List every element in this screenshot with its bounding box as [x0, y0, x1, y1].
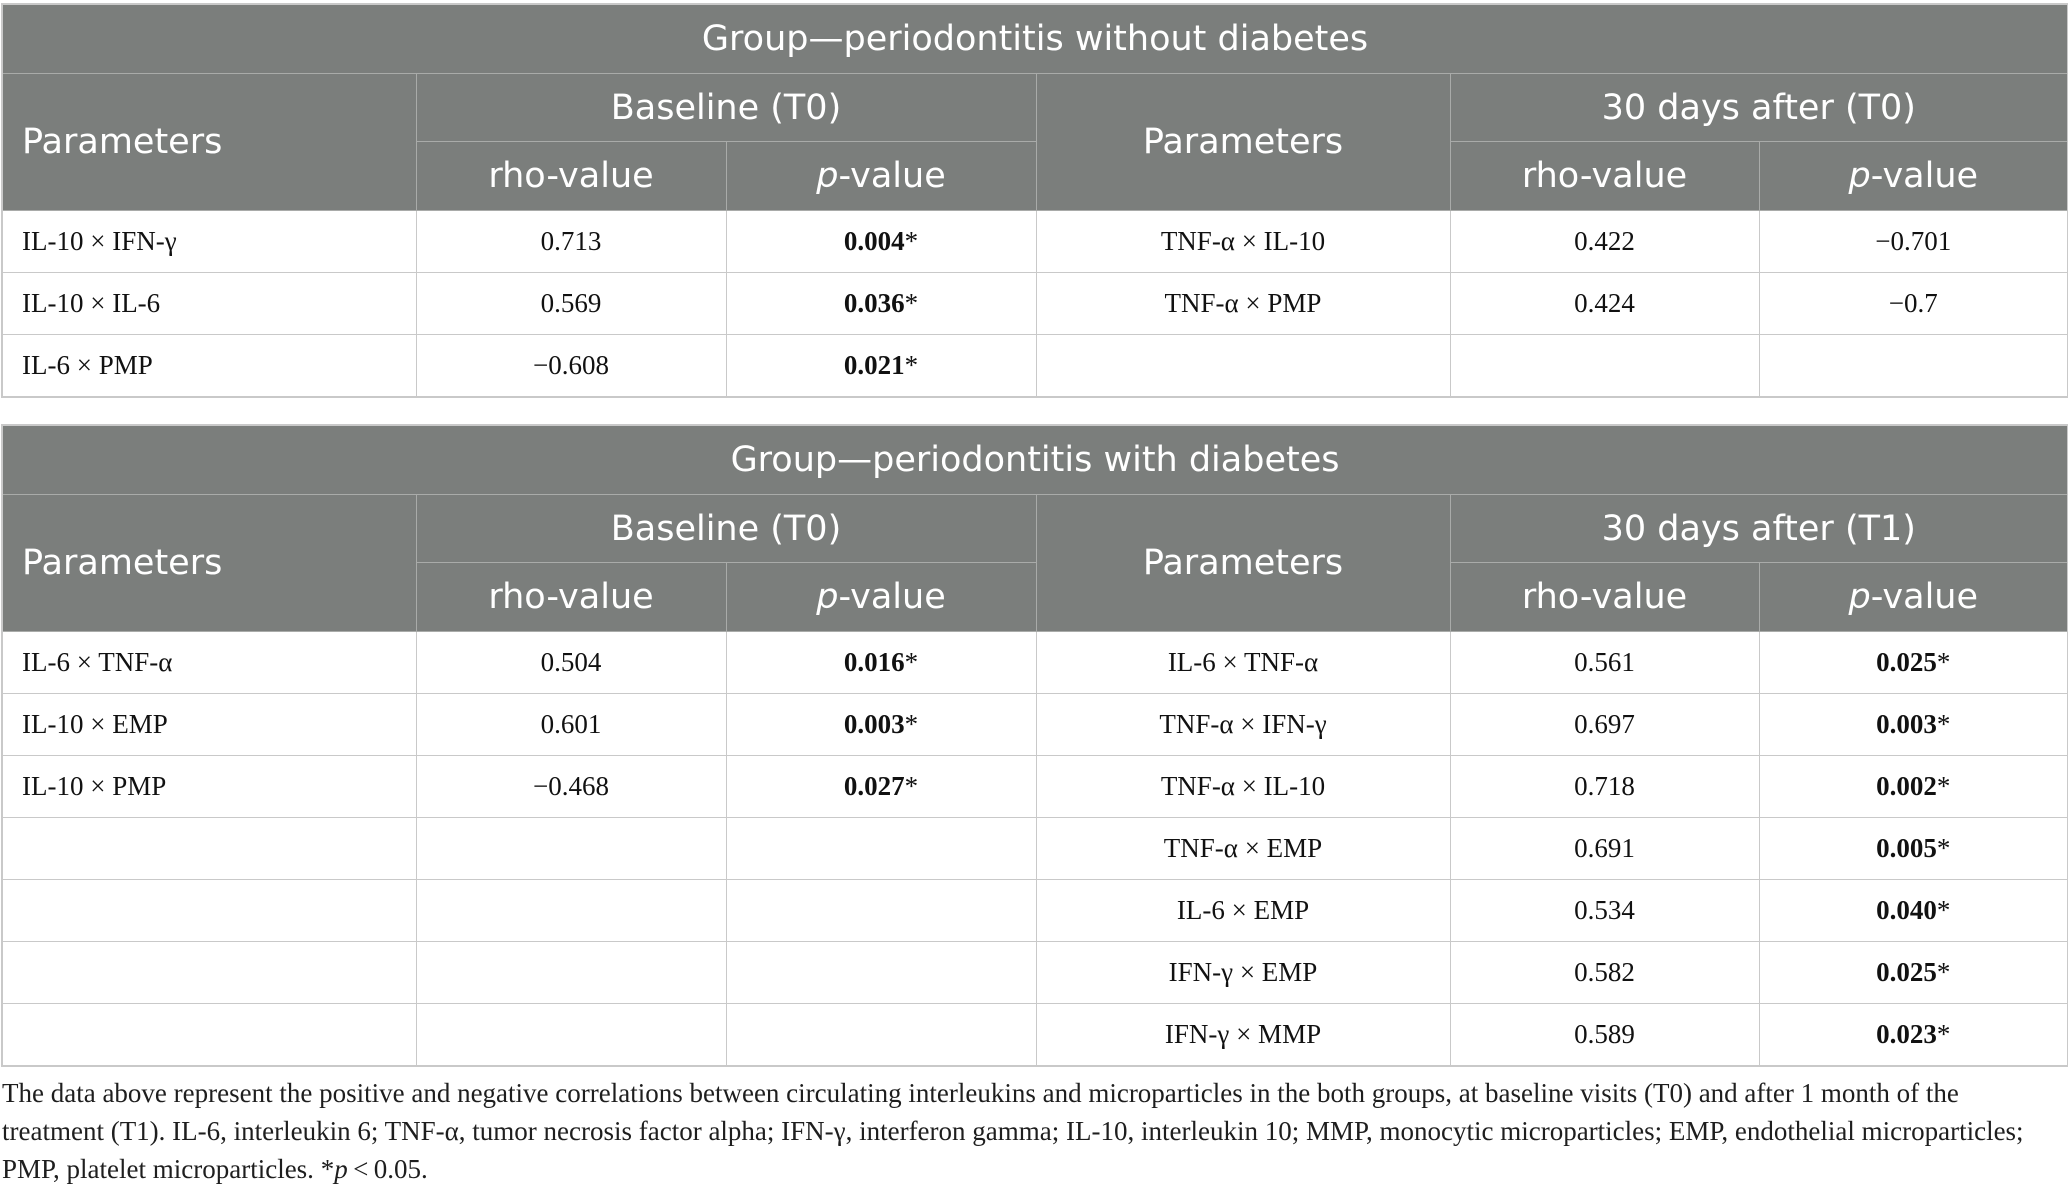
p-value-cell: 0.003* — [726, 694, 1036, 756]
parameter-cell — [2, 942, 416, 1004]
rho-header: rho-value — [416, 563, 726, 632]
p-value-cell: −0.7 — [1759, 273, 2068, 335]
rho-cell — [416, 880, 726, 942]
table-row — [2, 335, 2068, 398]
rho-header: rho-value — [1450, 563, 1759, 632]
rho-header: rho-value — [416, 142, 726, 211]
parameter-cell: TNF-α × PMP — [1036, 273, 1450, 335]
p-value-cell: 0.040* — [1759, 880, 2068, 942]
parameter-cell: IFN-γ × EMP — [1036, 942, 1450, 1004]
parameter-cell — [2, 880, 416, 942]
table-row — [2, 1004, 2068, 1067]
p-value-header: p-value — [1759, 142, 2068, 211]
parameter-cell: IL-6 × TNF-α — [2, 632, 416, 694]
p-value-header: p-value — [726, 142, 1036, 211]
table-row — [2, 756, 2068, 818]
table-title: Group—periodontitis without diabetes — [2, 4, 2068, 74]
rho-cell: −0.468 — [416, 756, 726, 818]
rho-cell: 0.691 — [1450, 818, 1759, 880]
parameters-header: Parameters — [1036, 495, 1450, 632]
timepoint-header: Baseline (T0) — [416, 495, 1036, 563]
rho-cell — [416, 1004, 726, 1067]
p-value-cell — [726, 880, 1036, 942]
p-value-header: p-value — [1759, 563, 2068, 632]
p-value-cell — [726, 942, 1036, 1004]
p-value-cell: 0.004* — [726, 211, 1036, 273]
p-value-cell: 0.016* — [726, 632, 1036, 694]
p-value-cell: 0.002* — [1759, 756, 2068, 818]
rho-cell — [416, 818, 726, 880]
parameters-header: Parameters — [1036, 74, 1450, 211]
table-footnote — [2, 1074, 2066, 1188]
rho-cell: 0.422 — [1450, 211, 1759, 273]
parameters-header: Parameters — [2, 495, 416, 632]
p-value-cell: −0.701 — [1759, 211, 2068, 273]
p-value-cell — [726, 818, 1036, 880]
rho-cell: 0.718 — [1450, 756, 1759, 818]
parameter-cell: TNF-α × IL-10 — [1036, 756, 1450, 818]
parameter-cell: IL-6 × EMP — [1036, 880, 1450, 942]
rho-cell: 0.534 — [1450, 880, 1759, 942]
parameter-cell: TNF-α × IFN-γ — [1036, 694, 1450, 756]
correlation-table-with-diabetes — [1, 424, 2068, 1067]
rho-cell: 0.697 — [1450, 694, 1759, 756]
table-row — [2, 818, 2068, 880]
significance-note: *p < 0.05. — [320, 1154, 428, 1184]
table-row — [2, 880, 2068, 942]
p-value-cell — [726, 1004, 1036, 1067]
p-value-cell: 0.025* — [1759, 632, 2068, 694]
correlation-table-without-diabetes — [1, 3, 2068, 398]
parameter-cell: IL-10 × EMP — [2, 694, 416, 756]
p-value-cell: 0.005* — [1759, 818, 2068, 880]
rho-header: rho-value — [1450, 142, 1759, 211]
table-title: Group—periodontitis with diabetes — [2, 425, 2068, 495]
parameter-cell — [1036, 335, 1450, 398]
p-value-cell: 0.025* — [1759, 942, 2068, 1004]
rho-cell — [1450, 335, 1759, 398]
table-row — [2, 632, 2068, 694]
rho-cell — [416, 942, 726, 1004]
rho-cell: 0.569 — [416, 273, 726, 335]
parameter-cell: IFN-γ × MMP — [1036, 1004, 1450, 1067]
parameter-cell: IL-6 × TNF-α — [1036, 632, 1450, 694]
parameter-cell — [2, 818, 416, 880]
parameter-cell: IL-10 × IFN-γ — [2, 211, 416, 273]
p-value-cell: 0.036* — [726, 273, 1036, 335]
parameter-cell: IL-10 × PMP — [2, 756, 416, 818]
rho-cell: 0.561 — [1450, 632, 1759, 694]
table-row — [2, 942, 2068, 1004]
table-row — [2, 273, 2068, 335]
table-row — [2, 694, 2068, 756]
table-row — [2, 211, 2068, 273]
timepoint-header: Baseline (T0) — [416, 74, 1036, 142]
p-value-cell: 0.003* — [1759, 694, 2068, 756]
parameter-cell: IL-10 × IL-6 — [2, 273, 416, 335]
footnote-text: The data above represent the positive and negative correlations between circulating interleukins and microparticles in the both groups, at baseline visits (T0) and after 1 month of the treatment (T1). IL-6, interleukin 6; TNF-α, tumor necrosis factor alpha; IFN-γ, interferon gamma; IL-10, interleukin 10; MMP, monocytic microparticles; EMP, endothelial microparticles; PMP, platelet microparticles. — [2, 1078, 2024, 1184]
p-value-cell: 0.023* — [1759, 1004, 2068, 1067]
rho-cell: 0.589 — [1450, 1004, 1759, 1067]
rho-cell: 0.504 — [416, 632, 726, 694]
parameter-cell — [2, 1004, 416, 1067]
rho-cell: −0.608 — [416, 335, 726, 398]
p-value-cell: 0.021* — [726, 335, 1036, 398]
p-value-cell: 0.027* — [726, 756, 1036, 818]
parameter-cell: IL-6 × PMP — [2, 335, 416, 398]
timepoint-header: 30 days after (T0) — [1450, 74, 2068, 142]
rho-cell: 0.601 — [416, 694, 726, 756]
p-value-cell — [1759, 335, 2068, 398]
rho-cell: 0.582 — [1450, 942, 1759, 1004]
p-value-header: p-value — [726, 563, 1036, 632]
rho-cell: 0.424 — [1450, 273, 1759, 335]
rho-cell: 0.713 — [416, 211, 726, 273]
parameter-cell: TNF-α × EMP — [1036, 818, 1450, 880]
timepoint-header: 30 days after (T1) — [1450, 495, 2068, 563]
parameter-cell: TNF-α × IL-10 — [1036, 211, 1450, 273]
parameters-header: Parameters — [2, 74, 416, 211]
